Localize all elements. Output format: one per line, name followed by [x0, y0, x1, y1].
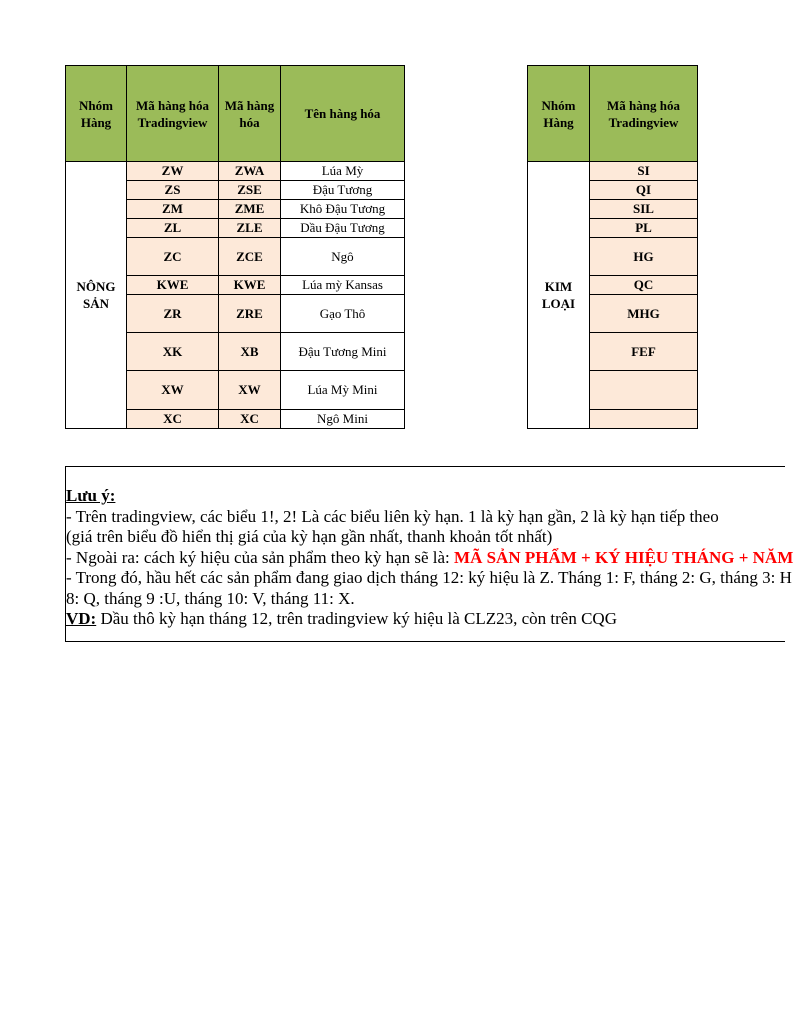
tv-code-cell: ZW	[127, 162, 219, 181]
example-label: VD:	[66, 609, 97, 628]
tv-code-cell: MHG	[590, 295, 698, 333]
tv-code-cell: PL	[590, 219, 698, 238]
note-line-3-prefix: - Ngoài ra: cách ký hiệu của sản phẩm theo kỳ hạn sẽ là:	[66, 547, 455, 567]
name-cell: Lúa Mỳ Mini	[281, 371, 405, 410]
note-line-4: - Trong đó, hầu hết các sản phẩm đang giao dịch tháng 12: ký hiệu là Z. Tháng 1: F, tháng 2: G, tháng 3: H	[66, 568, 792, 587]
header-name: Tên hàng hóa	[281, 66, 405, 162]
tv-code-cell: HG	[590, 238, 698, 276]
code-cell: XC	[219, 410, 281, 429]
header-group: Nhóm Hàng	[528, 66, 590, 162]
example-text: Dầu thô kỳ hạn tháng 12, trên tradingview ký hiệu là CLZ23, còn trên CQG	[96, 609, 617, 628]
header-group: Nhóm Hàng	[66, 66, 127, 162]
tv-code-cell	[590, 371, 698, 410]
name-cell: Ngô	[281, 238, 405, 276]
note-line-3	[66, 547, 793, 569]
name-cell: Đậu Tương	[281, 181, 405, 200]
tv-code-cell: SI	[590, 162, 698, 181]
code-cell: ZCE	[219, 238, 281, 276]
group-cell-agri: NÔNG SẢN	[66, 162, 127, 429]
code-cell: KWE	[219, 276, 281, 295]
code-cell: ZLE	[219, 219, 281, 238]
note-box	[65, 466, 793, 642]
tv-code-cell: QC	[590, 276, 698, 295]
tv-code-cell: KWE	[127, 276, 219, 295]
agri-commodity-table	[65, 65, 405, 429]
code-cell: ZRE	[219, 295, 281, 333]
tv-code-cell: QI	[590, 181, 698, 200]
note-line-5: 8: Q, tháng 9 :U, tháng 10: V, tháng 11: X.	[66, 588, 355, 608]
name-cell: Ngô Mini	[281, 410, 405, 429]
tv-code-cell: XW	[127, 371, 219, 410]
group-cell-metal: KIM LOẠI	[528, 162, 590, 429]
name-cell: Lúa mỳ Kansas	[281, 276, 405, 295]
tv-code-cell: ZC	[127, 238, 219, 276]
code-cell: ZME	[219, 200, 281, 219]
tv-code-cell: ZR	[127, 295, 219, 333]
tv-code-cell: ZS	[127, 181, 219, 200]
header-tradingview-code: Mã hàng hóa Tradingview	[590, 66, 698, 162]
header-tradingview-code: Mã hàng hóa Tradingview	[127, 66, 219, 162]
note-line-2: (giá trên biểu đồ hiển thị giá của kỳ hạn gần nhất, thanh khoản tốt nhất)	[66, 527, 553, 546]
note-line-1: - Trên tradingview, các biểu 1!, 2! Là các biểu liên kỳ hạn. 1 là kỳ hạn gần, 2 là kỳ hạn tiếp theo	[66, 506, 719, 526]
table-row	[66, 162, 405, 181]
note-example	[66, 609, 698, 630]
name-cell: Gạo Thô	[281, 295, 405, 333]
tv-code-cell: FEF	[590, 333, 698, 371]
code-cell: ZWA	[219, 162, 281, 181]
tv-code-cell: SIL	[590, 200, 698, 219]
metal-commodity-table	[527, 65, 698, 429]
name-cell: Lúa Mỳ	[281, 162, 405, 181]
name-cell: Đậu Tương Mini	[281, 333, 405, 371]
tv-code-cell: XC	[127, 410, 219, 429]
table-row	[528, 162, 698, 181]
tv-code-cell	[590, 410, 698, 429]
tv-code-cell: ZL	[127, 219, 219, 238]
header-code: Mã hàng hóa	[219, 66, 281, 162]
name-cell: Khô Đậu Tương	[281, 200, 405, 219]
note-line-3-highlight: MÃ SẢN PHẨM + KÝ HIỆU THÁNG + NĂM	[454, 547, 793, 567]
tv-code-cell: XK	[127, 333, 219, 371]
note-title: Lưu ý:	[66, 486, 116, 505]
name-cell: Dầu Đậu Tương	[281, 219, 405, 238]
note-text	[66, 486, 793, 636]
code-cell: XW	[219, 371, 281, 410]
code-cell: XB	[219, 333, 281, 371]
code-cell: ZSE	[219, 181, 281, 200]
tv-code-cell: ZM	[127, 200, 219, 219]
